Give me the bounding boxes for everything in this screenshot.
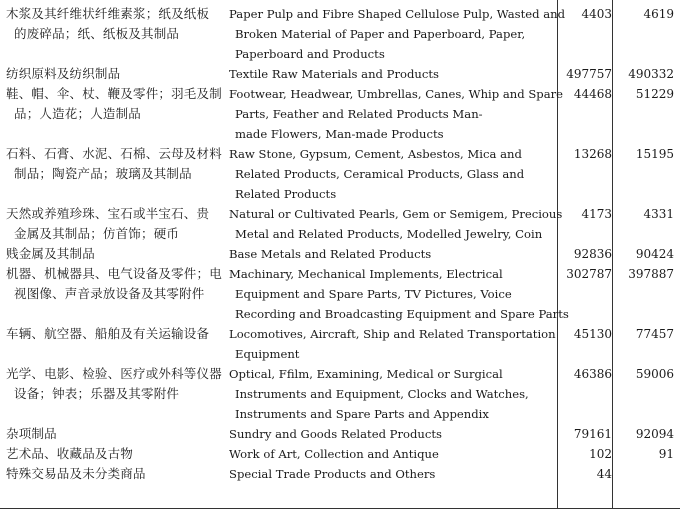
category-english-line: Related Products, Ceramical Products, Glass and [235, 167, 525, 181]
table-bottom-rule [0, 508, 680, 509]
category-english-line: Instruments and Equipment, Clocks and Watches, [235, 387, 529, 401]
category-chinese-line: 特殊交易品及未分类商品 [6, 466, 146, 481]
category-chinese [6, 84, 220, 124]
category-english-line: Footwear, Headwear, Umbrellas, Canes, Whip and Spare [229, 87, 564, 101]
category-english-line: Locomotives, Aircraft, Ship and Related Transportation [229, 327, 556, 341]
category-english-line: Related Products [235, 187, 337, 201]
category-chinese [6, 464, 220, 484]
category-chinese [6, 364, 220, 404]
value-column-1: 44 [596, 467, 612, 481]
category-english-line: made Flowers, Man-made Products [235, 127, 444, 141]
category-english-line: Paperboard and Products [235, 47, 385, 61]
category-english [229, 204, 563, 244]
value-column-2: 4331 [643, 207, 674, 221]
category-english-line: Textile Raw Materials and Products [229, 67, 439, 81]
category-chinese-line: 杂项制品 [6, 426, 57, 441]
category-english-line: Natural or Cultivated Pearls, Gem or Semigem, Precious [229, 207, 563, 221]
category-english [229, 264, 569, 324]
category-english-line: Instruments and Spare Parts and Appendix [235, 407, 489, 421]
column-divider-2 [612, 0, 613, 508]
value-column-2: 397887 [628, 267, 674, 281]
category-english-line: Work of Art, Collection and Antique [229, 447, 439, 461]
category-chinese-line: 贱金属及其制品 [6, 246, 95, 261]
category-chinese-line: 制品；陶瓷产品；玻璃及其制品 [14, 166, 192, 181]
category-chinese [6, 204, 220, 244]
category-chinese-line: 光学、电影、检验、医疗或外科等仪器 [6, 366, 222, 381]
category-english-line: Special Trade Products and Others [229, 467, 436, 481]
category-chinese [6, 244, 220, 264]
value-column-2: 490332 [628, 67, 674, 81]
category-english-line: Paper Pulp and Fibre Shaped Cellulose Pulp, Wasted and [229, 7, 566, 21]
category-english-line: Equipment [235, 347, 300, 361]
category-chinese-line: 品；人造花；人造制品 [14, 106, 142, 121]
value-column-2: 77457 [635, 327, 674, 341]
category-english-line: Sundry and Goods Related Products [229, 427, 442, 441]
value-column-1: 497757 [566, 67, 612, 81]
category-chinese [6, 64, 220, 84]
value-column-1: 4173 [581, 207, 612, 221]
value-column-2: 4619 [643, 7, 674, 21]
category-chinese-line: 机器、机械器具、电气设备及零件；电 [6, 266, 222, 281]
category-chinese-line: 天然或养殖珍珠、宝石或半宝石、贵 [6, 206, 210, 221]
category-chinese-line: 纺织原料及纺织制品 [6, 66, 121, 81]
category-chinese-line: 的废碎品；纸、纸板及其制品 [14, 26, 180, 41]
category-english [229, 244, 559, 264]
category-chinese [6, 424, 220, 444]
category-english-line: Machinary, Mechanical Implements, Electrical [229, 267, 503, 281]
category-chinese-line: 金属及其制品；仿首饰；硬币 [14, 226, 180, 241]
category-chinese-line: 视图像、声音录放设备及其零附件 [14, 286, 205, 301]
value-column-1: 44468 [573, 87, 612, 101]
category-chinese-line: 木浆及其纤维状纤维素浆；纸及纸板 [6, 6, 210, 21]
category-english [229, 84, 564, 144]
category-english-line: Base Metals and Related Products [229, 247, 432, 261]
value-column-2: 91 [658, 447, 674, 461]
category-chinese [6, 444, 220, 464]
category-chinese-line: 鞋、帽、伞、杖、鞭及零件；羽毛及制 [6, 86, 222, 101]
category-chinese-line: 车辆、航空器、船舶及有关运输设备 [6, 326, 210, 341]
category-english [229, 144, 559, 204]
category-english-line: Recording and Broadcasting Equipment and Spare Parts [235, 307, 569, 321]
category-english [229, 64, 559, 84]
category-english [229, 464, 559, 484]
category-chinese [6, 144, 220, 184]
category-chinese-line: 设备；钟表；乐器及其零附件 [14, 386, 180, 401]
category-english-line: Broken Material of Paper and Paperboard, Paper, [235, 27, 526, 41]
category-english [229, 364, 559, 424]
value-column-1: 102 [589, 447, 612, 461]
category-chinese [6, 324, 220, 344]
value-column-2: 90424 [635, 247, 674, 261]
category-english [229, 4, 566, 64]
value-column-1: 45130 [573, 327, 612, 341]
category-chinese [6, 264, 220, 304]
value-column-2: 15195 [635, 147, 674, 161]
category-english-line: Optical, Ffilm, Examining, Medical or Surgical [229, 367, 503, 381]
value-column-2: 59006 [635, 367, 674, 381]
value-column-1: 4403 [581, 7, 612, 21]
category-english-line: Equipment and Spare Parts, TV Pictures, Voice [235, 287, 512, 301]
category-english [229, 424, 559, 444]
category-chinese-line: 艺术品、收藏品及古物 [6, 446, 134, 461]
value-column-1: 92836 [573, 247, 612, 261]
value-column-2: 92094 [635, 427, 674, 441]
value-column-1: 13268 [573, 147, 612, 161]
category-english [229, 444, 559, 464]
value-column-2: 51229 [635, 87, 674, 101]
category-english-line: Metal and Related Products, Modelled Jewelry, Coin [235, 227, 543, 241]
category-english-line: Parts, Feather and Related Products Man- [235, 107, 483, 121]
value-column-1: 46386 [573, 367, 612, 381]
category-chinese [6, 4, 220, 44]
value-column-1: 79161 [573, 427, 612, 441]
value-column-1: 302787 [566, 267, 612, 281]
category-english-line: Raw Stone, Gypsum, Cement, Asbestos, Mica and [229, 147, 522, 161]
category-english [229, 324, 559, 364]
category-chinese-line: 石料、石膏、水泥、石棉、云母及材料 [6, 146, 222, 161]
